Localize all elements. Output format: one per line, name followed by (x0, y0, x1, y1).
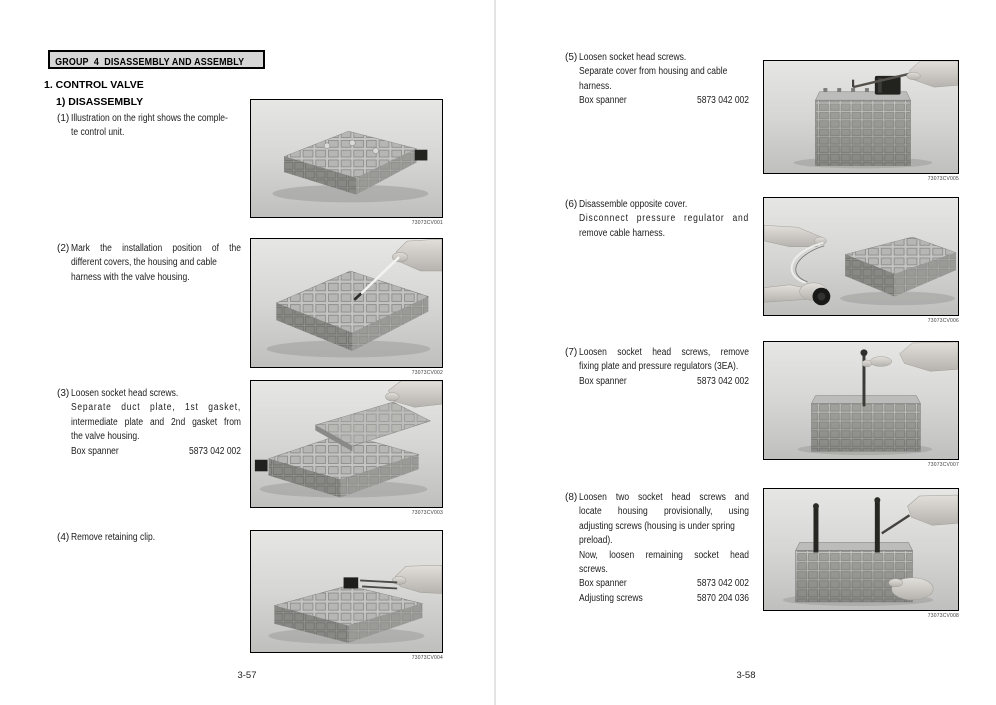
text-line: Remove retaining clip. (71, 532, 156, 543)
tool-code: 5873 042 002 (697, 95, 749, 107)
text-line: locate housing provisionally, using (579, 506, 749, 518)
text-line: different covers, the housing and cable (71, 257, 217, 269)
step-1 (57, 112, 271, 141)
step-text (579, 198, 749, 241)
step-6 (565, 198, 779, 241)
figure-caption: 73073CV002 (411, 370, 443, 376)
tool-code: 5873 042 002 (189, 445, 241, 457)
figure-7 (763, 341, 959, 468)
tool-code: 5870 204 036 (697, 592, 749, 604)
fixing-plate-illustration (764, 342, 958, 459)
text-line: Separate duct plate, 1st gasket, (71, 402, 241, 414)
step-5 (565, 51, 779, 109)
figure-caption: 73073CV003 (411, 510, 443, 516)
duct-plate-illustration (251, 381, 442, 507)
photo-complete-control-unit (250, 99, 443, 218)
step-text (579, 346, 749, 389)
tool-code: 5873 042 002 (697, 578, 749, 590)
text-line: the valve housing. (71, 431, 140, 443)
step-number: (6) (565, 199, 578, 210)
step-7 (565, 346, 779, 389)
text-line: Loosen two socket head screws and (579, 492, 749, 503)
retaining-clip-illustration (251, 531, 442, 652)
figure-6 (763, 197, 959, 324)
page-number-right: 3-58 (736, 670, 756, 681)
step-number: (1) (57, 113, 70, 124)
tool-spec (579, 577, 749, 591)
text-line: Loosen socket head screws. (71, 388, 179, 399)
tool-spec (579, 94, 749, 108)
valve-block-illustration (251, 100, 442, 217)
text-line: remove cable harness. (579, 227, 665, 239)
section-title: 1. CONTROL VALVE (44, 79, 144, 91)
photo-separating-duct-plate (250, 380, 443, 508)
figure-caption: 73073CV001 (411, 220, 443, 226)
page-gutter-divider (494, 0, 496, 705)
photo-adjusting-screws (763, 488, 959, 611)
text-line: intermediate plate and 2nd gasket from (71, 416, 241, 428)
step-2 (57, 242, 271, 285)
tool-name: Box spanner (71, 445, 119, 457)
text-line: te control unit. (71, 127, 125, 139)
figure-1 (250, 99, 443, 226)
tool-name: Adjusting screws (579, 592, 643, 604)
group-header-title: GROUP 4 DISASSEMBLY AND ASSEMBLY (55, 56, 245, 68)
step-text (71, 242, 241, 285)
tool-name: Box spanner (579, 375, 627, 387)
text-line: Mark the installation position of the (71, 243, 241, 254)
text-line: fixing plate and pressure regulators (3EA). (579, 361, 739, 373)
photo-disconnecting-cable-harness (763, 197, 959, 316)
photo-removing-fixing-plate (763, 341, 959, 460)
marking-illustration (251, 239, 442, 367)
step-number: (3) (57, 388, 70, 399)
text-line: Loosen socket head screws, remove (579, 347, 749, 358)
step-number: (7) (565, 347, 578, 358)
figure-2 (250, 238, 443, 376)
photo-marking-positions (250, 238, 443, 368)
text-line: Disassemble opposite cover. (579, 199, 688, 210)
subsection-title: 1) DISASSEMBLY (56, 96, 144, 108)
figure-4 (250, 530, 443, 661)
cover-screws-illustration (764, 61, 958, 173)
text-line: Separate cover from housing and cable (579, 66, 728, 78)
text-line: harness with the valve housing. (71, 271, 190, 283)
figure-caption: 73073CV004 (411, 655, 443, 661)
step-text (71, 112, 241, 141)
tool-spec (71, 445, 241, 459)
text-line: preload). (579, 535, 613, 547)
step-4 (57, 531, 271, 545)
tool-spec (579, 375, 749, 389)
tool-name: Box spanner (579, 578, 627, 590)
step-number: (4) (57, 532, 70, 543)
step-3 (57, 387, 271, 459)
step-text (579, 491, 749, 606)
figure-5 (763, 60, 959, 182)
step-text (579, 51, 749, 109)
text-line: harness. (579, 80, 612, 92)
tool-code: 5873 042 002 (697, 375, 749, 387)
text-line: screws. (579, 564, 608, 576)
figure-caption: 73073CV008 (927, 613, 959, 619)
step-8 (565, 491, 779, 606)
text-line: Illustration on the right shows the comple- (71, 113, 228, 124)
step-text (71, 531, 241, 545)
text-line: adjusting screws (housing is under spring (579, 520, 735, 532)
figure-caption: 73073CV006 (927, 318, 959, 324)
figure-8 (763, 488, 959, 619)
step-number: (8) (565, 492, 578, 503)
figure-caption: 73073CV005 (927, 176, 959, 182)
tool-spec (579, 592, 749, 606)
cable-harness-illustration (764, 198, 958, 315)
text-line: Now, loosen remaining socket head (579, 549, 749, 561)
adjusting-screws-illustration (764, 489, 958, 610)
photo-removing-retaining-clip (250, 530, 443, 653)
step-number: (2) (57, 243, 70, 254)
photo-loosening-cover-screws (763, 60, 959, 174)
page-number-left: 3-57 (237, 670, 257, 681)
step-number: (5) (565, 52, 578, 63)
figure-3 (250, 380, 443, 516)
step-text (71, 387, 241, 459)
tool-name: Box spanner (579, 95, 627, 107)
text-line: Disconnect pressure regulator and (579, 213, 749, 225)
figure-caption: 73073CV007 (927, 462, 959, 468)
group-header-bar (48, 50, 265, 69)
text-line: Loosen socket head screws. (579, 52, 687, 63)
